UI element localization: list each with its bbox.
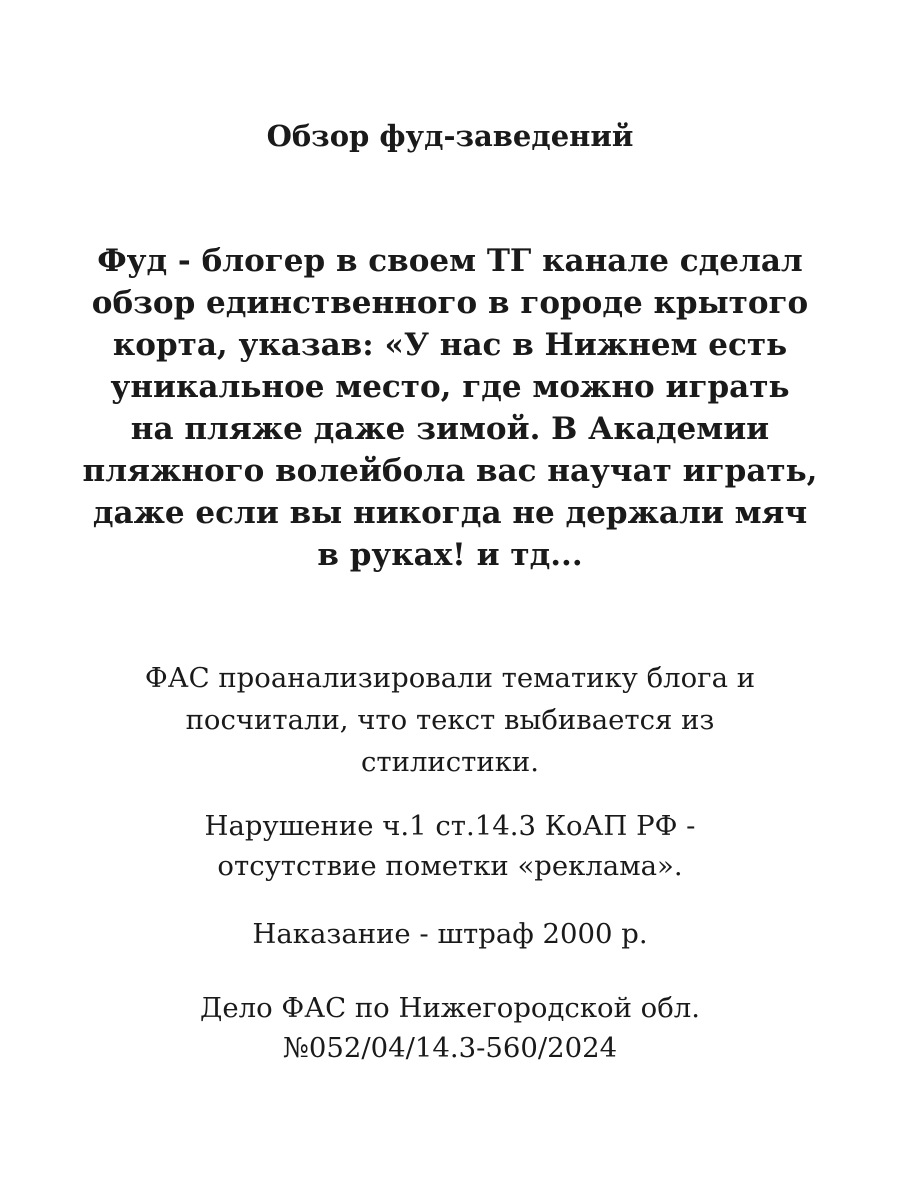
quote-line: пляжного волейбола вас научат играть,	[82, 453, 818, 489]
title-text: Обзор фуд-заведений	[266, 119, 634, 153]
fas-analysis-paragraph	[60, 657, 840, 783]
quote-line: корта, указав: «У нас в Нижнем есть	[112, 327, 788, 363]
case-reference-paragraph	[60, 988, 840, 1068]
violation-paragraph	[60, 806, 840, 886]
quote-line: Фуд - блогер в своем ТГ канале сделал	[97, 243, 803, 279]
analysis-line: ФАС проанализировали тематику блога и	[144, 662, 756, 694]
quote-line: уникальное место, где можно играть	[110, 369, 790, 405]
quote-line: обзор единственного в городе крытого	[91, 285, 809, 321]
analysis-line: стилистики.	[361, 746, 539, 778]
violation-line: Нарушение ч.1 ст.14.3 КоАП РФ -	[204, 810, 696, 842]
page-title	[60, 114, 840, 158]
violation-line: отсутствие пометки «реклама».	[217, 850, 683, 882]
analysis-line: посчитали, что текст выбивается из	[185, 704, 715, 736]
case-number: №052/04/14.3-560/2024	[282, 1032, 618, 1064]
quote-line: даже если вы никогда не держали мяч	[92, 495, 808, 531]
case-line: Дело ФАС по Нижегородской обл.	[200, 992, 700, 1024]
blogger-quote-paragraph	[60, 240, 840, 576]
penalty-text: Наказание - штраф 2000 р.	[252, 918, 648, 950]
penalty-paragraph	[60, 914, 840, 954]
quote-line: на пляже даже зимой. В Академии	[130, 411, 770, 447]
quote-line: в руках! и тд...	[317, 537, 583, 573]
